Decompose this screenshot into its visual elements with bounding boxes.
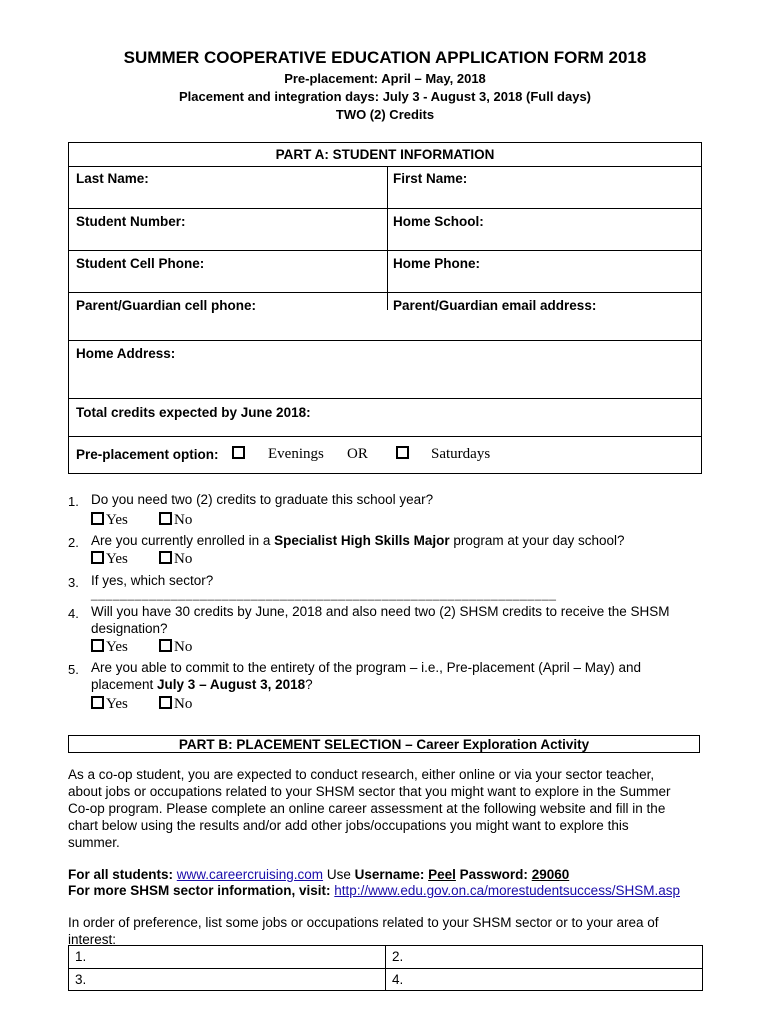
- preference-instructions: In order of preference, list some jobs or occupations related to your SHSM sector or to your area of interest:: [68, 915, 659, 947]
- preference-cell-1[interactable]: 1.: [75, 949, 87, 964]
- q3-text: If yes, which sector?: [91, 573, 214, 588]
- home-phone-label: Home Phone:: [393, 256, 481, 271]
- shsm-link[interactable]: http://www.edu.gov.on.ca/morestudentsuccess/SHSM.asp: [334, 883, 680, 898]
- q5-yes[interactable]: Yes: [91, 696, 128, 713]
- evenings-checkbox[interactable]: [232, 446, 245, 459]
- q1-no-checkbox[interactable]: [159, 512, 172, 525]
- student-number-label: Student Number:: [76, 214, 186, 229]
- q5-yes-checkbox[interactable]: [91, 696, 104, 709]
- preference-table: [68, 945, 703, 991]
- q5-number: 5.: [68, 662, 79, 677]
- parent-email-label: Parent/Guardian email address:: [393, 298, 597, 313]
- q2-no-checkbox[interactable]: [159, 551, 172, 564]
- q4-text-line1: Will you have 30 credits by June, 2018 and also need two (2) SHSM credits to receive the SHSM: [91, 604, 670, 619]
- preplacement-label: Pre-placement option:: [76, 447, 219, 462]
- part-a-heading: PART A: STUDENT INFORMATION: [275, 147, 495, 162]
- careercruising-link[interactable]: www.careercruising.com: [176, 867, 324, 882]
- q4-no[interactable]: No: [159, 639, 192, 656]
- preference-cell-4[interactable]: 4.: [392, 972, 404, 987]
- q4-yes-checkbox[interactable]: [91, 639, 104, 652]
- q2-no[interactable]: No: [159, 551, 192, 568]
- preplacement-dates: Pre-placement: April – May, 2018: [284, 71, 486, 86]
- q3-answer-line[interactable]: ________________________________________________________________: [91, 587, 557, 601]
- saturdays-label: Saturdays: [431, 446, 491, 462]
- parent-cell-label: Parent/Guardian cell phone:: [76, 298, 257, 313]
- q2-yes[interactable]: Yes: [91, 551, 128, 568]
- part-a-table: [68, 142, 702, 474]
- q1-text: Do you need two (2) credits to graduate this school year?: [91, 492, 434, 507]
- student-cell-label: Student Cell Phone:: [76, 256, 205, 271]
- form-title: SUMMER COOPERATIVE EDUCATION APPLICATION FORM 2018: [123, 48, 647, 67]
- q1-number: 1.: [68, 494, 79, 509]
- q5-text-line1: Are you able to commit to the entirety of the program – i.e., Pre-placement (April – May) and: [91, 660, 641, 675]
- part-b-instructions: As a co-op student, you are expected to conduct research, either online or via your sector teacher, about jobs or occupations related to your SHSM sector that you might want to explore in the Summer Co-op program. Please complete an online career assessment at the following website and fill in the chart below using the results and/or add other jobs/occupations you might want to explore this summer.: [68, 767, 671, 850]
- q4-number: 4.: [68, 606, 79, 621]
- q1-no[interactable]: No: [159, 512, 192, 529]
- login-info: For all students: www.careercruising.com Use Username: Peel Password: 29060: [68, 867, 570, 882]
- q5-no-checkbox[interactable]: [159, 696, 172, 709]
- username-value: Peel: [428, 867, 456, 882]
- placement-dates: Placement and integration days: July 3 - August 3, 2018 (Full days): [178, 89, 591, 104]
- first-name-label: First Name:: [393, 171, 468, 186]
- q2-number: 2.: [68, 535, 79, 550]
- q4-text-line2: designation?: [91, 621, 168, 636]
- password-value: 29060: [531, 867, 570, 882]
- saturdays-checkbox[interactable]: [396, 446, 409, 459]
- q4-no-checkbox[interactable]: [159, 639, 172, 652]
- q2-text: Are you currently enrolled in a Specialist High Skills Major program at your day school?: [91, 533, 625, 548]
- shsm-info: For more SHSM sector information, visit: http://www.edu.gov.on.ca/morestudentsuccess/SHSM.asp: [68, 883, 680, 898]
- q5-text-line2: placement July 3 – August 3, 2018?: [91, 677, 313, 692]
- q1-yes-checkbox[interactable]: [91, 512, 104, 525]
- q1-yes[interactable]: Yes: [91, 512, 128, 529]
- part-b-heading: PART B: PLACEMENT SELECTION – Career Exploration Activity: [68, 735, 700, 753]
- preference-cell-3[interactable]: 3.: [75, 972, 87, 987]
- q2-yes-checkbox[interactable]: [91, 551, 104, 564]
- last-name-label: Last Name:: [76, 171, 149, 186]
- q4-yes[interactable]: Yes: [91, 639, 128, 656]
- q5-no[interactable]: No: [159, 696, 192, 713]
- credits-line: TWO (2) Credits: [335, 107, 435, 122]
- home-address-label: Home Address:: [76, 346, 176, 361]
- preference-cell-2[interactable]: 2.: [392, 949, 404, 964]
- home-school-label: Home School:: [393, 214, 484, 229]
- or-label: OR: [347, 446, 368, 462]
- total-credits-label: Total credits expected by June 2018:: [76, 405, 311, 420]
- evenings-label: Evenings: [268, 446, 324, 462]
- q3-number: 3.: [68, 575, 79, 590]
